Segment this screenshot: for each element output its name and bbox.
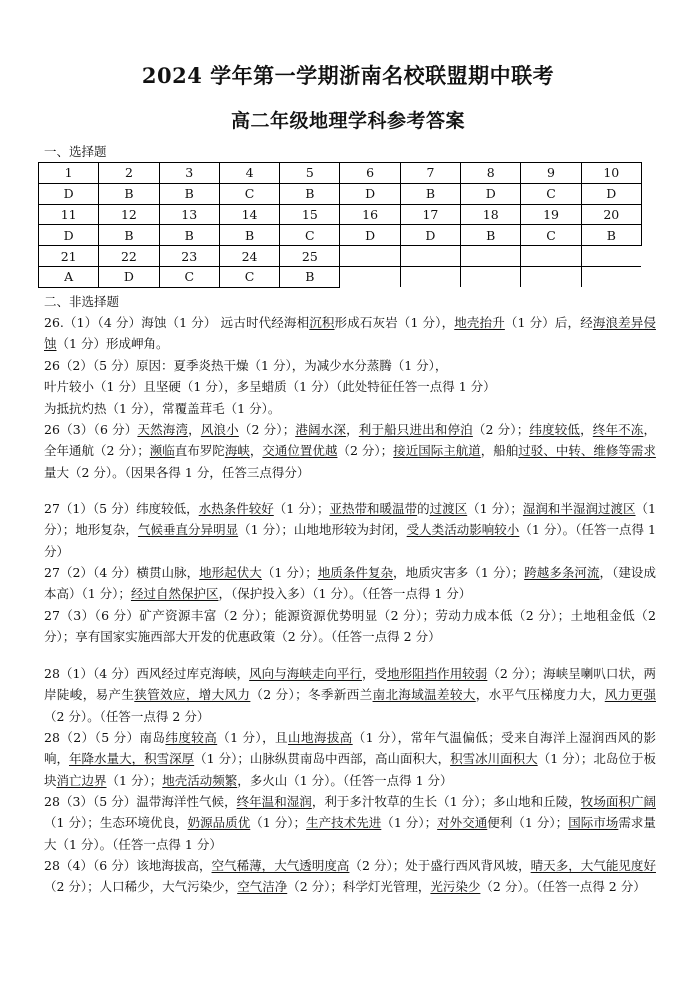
table-cell: A (39, 266, 99, 287)
table-row-answers (39, 266, 642, 287)
answer-text: （2 分）； (472, 422, 530, 437)
table-cell: 20 (581, 204, 641, 225)
table-cell (340, 246, 400, 267)
table-cell: D (39, 183, 99, 204)
key-point-text: 晴天多，大气能见度好 (530, 858, 656, 873)
answer-text: （1 分）； (261, 565, 318, 580)
table-cell: 17 (400, 204, 460, 225)
table-cell: C (219, 266, 279, 287)
table-cell: D (340, 225, 400, 246)
answer-26-2 (44, 355, 656, 419)
answer-text: 的 (417, 501, 430, 516)
table-cell: 10 (581, 163, 641, 184)
table-cell: 19 (521, 204, 581, 225)
table-cell (400, 266, 460, 287)
table-cell: B (581, 225, 641, 246)
answer-text: 量大（2 分）。（因果各得 1 分，任答三点得分） (44, 464, 310, 480)
key-point-text: 风浪小 (200, 422, 239, 437)
key-point-text: 经过自然保护区 (130, 586, 219, 602)
answer-27-2 (44, 562, 656, 605)
table-cell: 9 (521, 163, 581, 184)
answer-text: 27（3）（6 分）矿产资源丰富（2 分）；能源资源优势明显（2 分）；劳动力成本低（2 分）；土地租金低（2 分）；享有国家实施西部大开发的优惠政策（2 分）。（任答一点得 2 分） (44, 608, 656, 645)
answer-text: ，多火山（1 分）。（任答一点得 1 分） (237, 772, 453, 788)
key-point-text: 积雪冰川面积大 (450, 751, 538, 767)
key-point-text: 终年不冻 (592, 422, 644, 437)
table-cell: 3 (159, 163, 219, 184)
key-point-text: 国际市场 (568, 815, 619, 831)
answer-text: （2 分）。（任答一点得 2 分） (44, 708, 210, 724)
answer-text: （1 分）；地形复杂， (44, 501, 656, 538)
key-point-text: 纬度较低 (529, 422, 581, 437)
table-cell: D (99, 266, 159, 287)
table-cell: 8 (461, 163, 521, 184)
section-open-label: 二、非选择题 (44, 294, 120, 309)
answer-text: （1 分）； (250, 815, 307, 831)
key-point-text: 年降水量大，积雪深厚 (69, 751, 195, 767)
table-cell: D (39, 225, 99, 246)
table-cell: B (159, 225, 219, 246)
table-row-numbers (39, 163, 642, 184)
table-cell: 4 (219, 163, 279, 184)
key-point-text: 生产技术先进 (306, 815, 382, 831)
answer-text: （2 分）；海峡呈喇叭口状，两岸陡峻，易产生 (44, 666, 656, 703)
table-cell: B (159, 183, 219, 204)
table-cell: 1 (39, 163, 99, 184)
key-point-text: 受人类活动影响较小 (406, 522, 520, 538)
table-cell: B (400, 183, 460, 204)
table-cell (581, 266, 641, 287)
table-cell: 12 (99, 204, 159, 225)
table-cell: 23 (159, 246, 219, 267)
table-cell: C (280, 225, 340, 246)
answer-text: 需求量大（1 分）。（任答一点得 1 分） (44, 815, 656, 852)
table-cell: B (99, 225, 159, 246)
table-cell (581, 246, 641, 267)
table-cell (461, 246, 521, 267)
answer-text: ，（保护投入多）（1 分）。（任答一点得 1 分） (218, 586, 472, 602)
answer-text: （1 分）；山地地形较为封闭， (238, 522, 407, 538)
answer-text: 28（2）（5 分）南岛 (44, 730, 166, 745)
answer-text: （1 分）； (106, 772, 163, 788)
answer-text: （1 分），常年气温偏低；受来自海洋上湿润西风的影响， (44, 730, 656, 767)
table-cell: 24 (219, 246, 279, 267)
key-point-text: 空气稀薄，大气透明度高 (211, 858, 350, 873)
answer-text: （1 分）后，经 (504, 315, 593, 330)
table-cell: C (521, 183, 581, 204)
answer-text: ， (580, 422, 593, 437)
answer-text: ， (249, 443, 263, 459)
table-cell (340, 266, 400, 287)
answer-text: （2 分）；冬季新西兰 (250, 687, 373, 703)
table-cell: C (521, 225, 581, 246)
answer-text: 28（4）（6 分）该地海拔高， (44, 858, 212, 873)
key-point-text: 地形起伏大 (199, 565, 262, 580)
answer-text: 26（3）（6 分） (44, 422, 138, 437)
table-cell: D (461, 183, 521, 204)
table-cell (521, 266, 581, 287)
answer-text: 28（3）（5 分）温带海洋性气候， (44, 794, 237, 809)
answer-text: 27（2）（4 分）横贯山脉， (44, 565, 200, 580)
table-cell: 16 (340, 204, 400, 225)
answer-text: （1 分）；山脉纵贯南岛中西部，高山面积大， (194, 751, 451, 767)
answer-text: （2 分）； (238, 422, 296, 437)
table-cell (461, 266, 521, 287)
answer-text: 26（2）（5 分）原因：夏季炎热干燥（1 分），为减少水分蒸腾（1 分）， (44, 358, 448, 373)
page-title: 2024 学年第一学期浙南名校联盟期中联考 (141, 63, 555, 88)
answer-text: ，船舶 (480, 443, 519, 459)
table-cell: B (99, 183, 159, 204)
key-point-text: 地壳活动频繁 (162, 772, 238, 788)
answer-text: （2 分）。（任答一点得 2 分） (480, 879, 646, 895)
key-point-text: 地质条件复杂 (317, 565, 394, 580)
answer-28-1 (44, 663, 656, 727)
key-point-text: 海峡 (224, 443, 250, 459)
table-cell: 15 (280, 204, 340, 225)
answer-text: 26.（1）（4 分）海蚀（1 分） 远古时代经海相 (44, 315, 310, 330)
table-cell: 25 (280, 246, 340, 267)
key-point-text: 光污染少 (430, 879, 481, 895)
answer-text: （1 分）形成岬角。 (56, 336, 169, 352)
table-cell: 11 (39, 204, 99, 225)
table-row-answers (39, 183, 642, 204)
answer-26-1 (44, 312, 656, 355)
answer-text: 便利（1 分）； (487, 815, 569, 831)
key-point-text: 亚热带和暖温带 (329, 501, 418, 516)
table-cell (521, 246, 581, 267)
key-point-text: 利于船只进出和停泊 (358, 422, 473, 437)
key-point-text: 地形阻挡作用较弱 (387, 666, 488, 681)
table-cell: 14 (219, 204, 279, 225)
key-point-text: 纬度较高 (165, 730, 218, 745)
key-point-text: 终年温和湿润 (236, 794, 312, 809)
answer-28-4 (44, 855, 656, 898)
page-subtitle: 高二年级地理学科参考答案 (230, 110, 465, 132)
answer-text: ，利于多汁牧草的生长（1 分）；多山地和丘陵， (311, 794, 581, 809)
answer-text: （2 分）； (337, 443, 394, 459)
key-point-text: 山地海拔高 (288, 730, 353, 745)
answer-text: 27（1）（5 分）纬度较低， (44, 501, 199, 516)
key-point-text: 气候垂直分异明显 (137, 522, 239, 538)
answer-text: （1 分）； (467, 501, 523, 516)
key-point-text: 南北海域温差较大 (372, 687, 476, 703)
answer-text: （1 分）；生态环境优良， (44, 815, 188, 831)
key-point-text: 牧场面积广阔 (580, 794, 656, 809)
table-cell: D (581, 183, 641, 204)
table-cell: 22 (99, 246, 159, 267)
table-cell: B (461, 225, 521, 246)
key-point-text: 空气洁净 (237, 879, 288, 895)
answer-text: （2 分）；科学灯光管理， (287, 879, 431, 895)
key-point-text: 地壳抬升 (454, 315, 505, 330)
table-cell: 7 (400, 163, 460, 184)
table-row-numbers (39, 204, 642, 225)
answer-text: ，地质灾害多（1 分）； (393, 565, 525, 580)
table-cell (400, 246, 460, 267)
answer-text: 形成石灰岩（1 分）， (334, 315, 455, 330)
key-point-text: 海浪差异侵蚀 (44, 315, 656, 352)
answer-text: （1 分）； (273, 501, 330, 516)
answer-text: ，全年通航（2 分）； (44, 422, 656, 459)
answer-text: 为抵抗灼热（1 分），常覆盖茸毛（1 分）。 (44, 400, 281, 416)
answer-text: 28（1）（4 分）西风经过库克海峡， (44, 666, 250, 681)
answer-table (38, 162, 642, 288)
key-point-text: 天然海湾 (137, 422, 189, 437)
table-cell: C (219, 183, 279, 204)
answer-28-3 (44, 791, 656, 855)
answer-text: （1 分），且 (217, 730, 288, 745)
answer-27-3 (44, 605, 656, 648)
key-point-text: 过渡区 (429, 501, 468, 516)
key-point-text: 水热条件较好 (198, 501, 274, 516)
key-point-text: 湿润和半湿润过渡区 (522, 501, 636, 516)
answer-text: ，（建设成本高）（1 分）； (44, 565, 656, 602)
key-point-text: 跨越多条河流 (524, 565, 600, 580)
answer-text: 直布罗陀 (174, 443, 225, 459)
table-cell: 5 (280, 163, 340, 184)
table-cell: 21 (39, 246, 99, 267)
answer-28-2 (44, 727, 656, 791)
key-point-text: 奶源品质优 (187, 815, 251, 831)
answer-text: （1 分）；北岛位于板块 (44, 751, 656, 788)
key-point-text: 风力更强 (604, 687, 656, 703)
table-cell: D (340, 183, 400, 204)
key-point-text: 濒临 (149, 443, 175, 459)
key-point-text: 沉积 (309, 315, 335, 330)
table-cell: B (280, 266, 340, 287)
table-cell: B (280, 183, 340, 204)
key-point-text: 风向与海峡走向平行 (249, 666, 362, 681)
key-point-text: 过驳、中转、维修等需求 (518, 443, 656, 459)
table-cell: B (219, 225, 279, 246)
table-cell: 18 (461, 204, 521, 225)
key-point-text: 交通位置优越 (262, 443, 338, 459)
key-point-text: 港阔水深 (295, 422, 347, 437)
table-row-numbers (39, 246, 642, 267)
table-cell: D (400, 225, 460, 246)
table-cell: 6 (340, 163, 400, 184)
answer-text: （2 分）；处于盛行西风背风坡， (349, 858, 531, 873)
answer-text: （1 分）； (381, 815, 438, 831)
key-point-text: 接近国际主航道 (393, 443, 481, 459)
section-choice-label: 一、选择题 (44, 144, 107, 159)
answer-text: ， (346, 422, 359, 437)
answer-text: 叶片较小（1 分）且坚硬（1 分），多呈蜡质（1 分）（此处特征任答一点得 1 分） (44, 379, 496, 395)
answer-27-1 (44, 498, 656, 562)
answer-text: ，水平气压梯度力大， (475, 687, 605, 703)
key-point-text: 对外交通 (437, 815, 488, 831)
key-point-text: 狭管效应，增大风力 (134, 687, 251, 703)
answer-26-3 (44, 419, 656, 483)
table-cell: 2 (99, 163, 159, 184)
answer-text: （2 分）；人口稀少，大气污染少， (44, 879, 238, 895)
table-cell: 13 (159, 204, 219, 225)
answer-text: ，受 (361, 666, 388, 681)
table-cell: C (159, 266, 219, 287)
answer-text: （1 分）。（任答一点得 1 分） (44, 522, 656, 559)
key-point-text: 消亡边界 (56, 772, 107, 788)
table-row-answers (39, 225, 642, 246)
answer-text: ， (188, 422, 201, 437)
